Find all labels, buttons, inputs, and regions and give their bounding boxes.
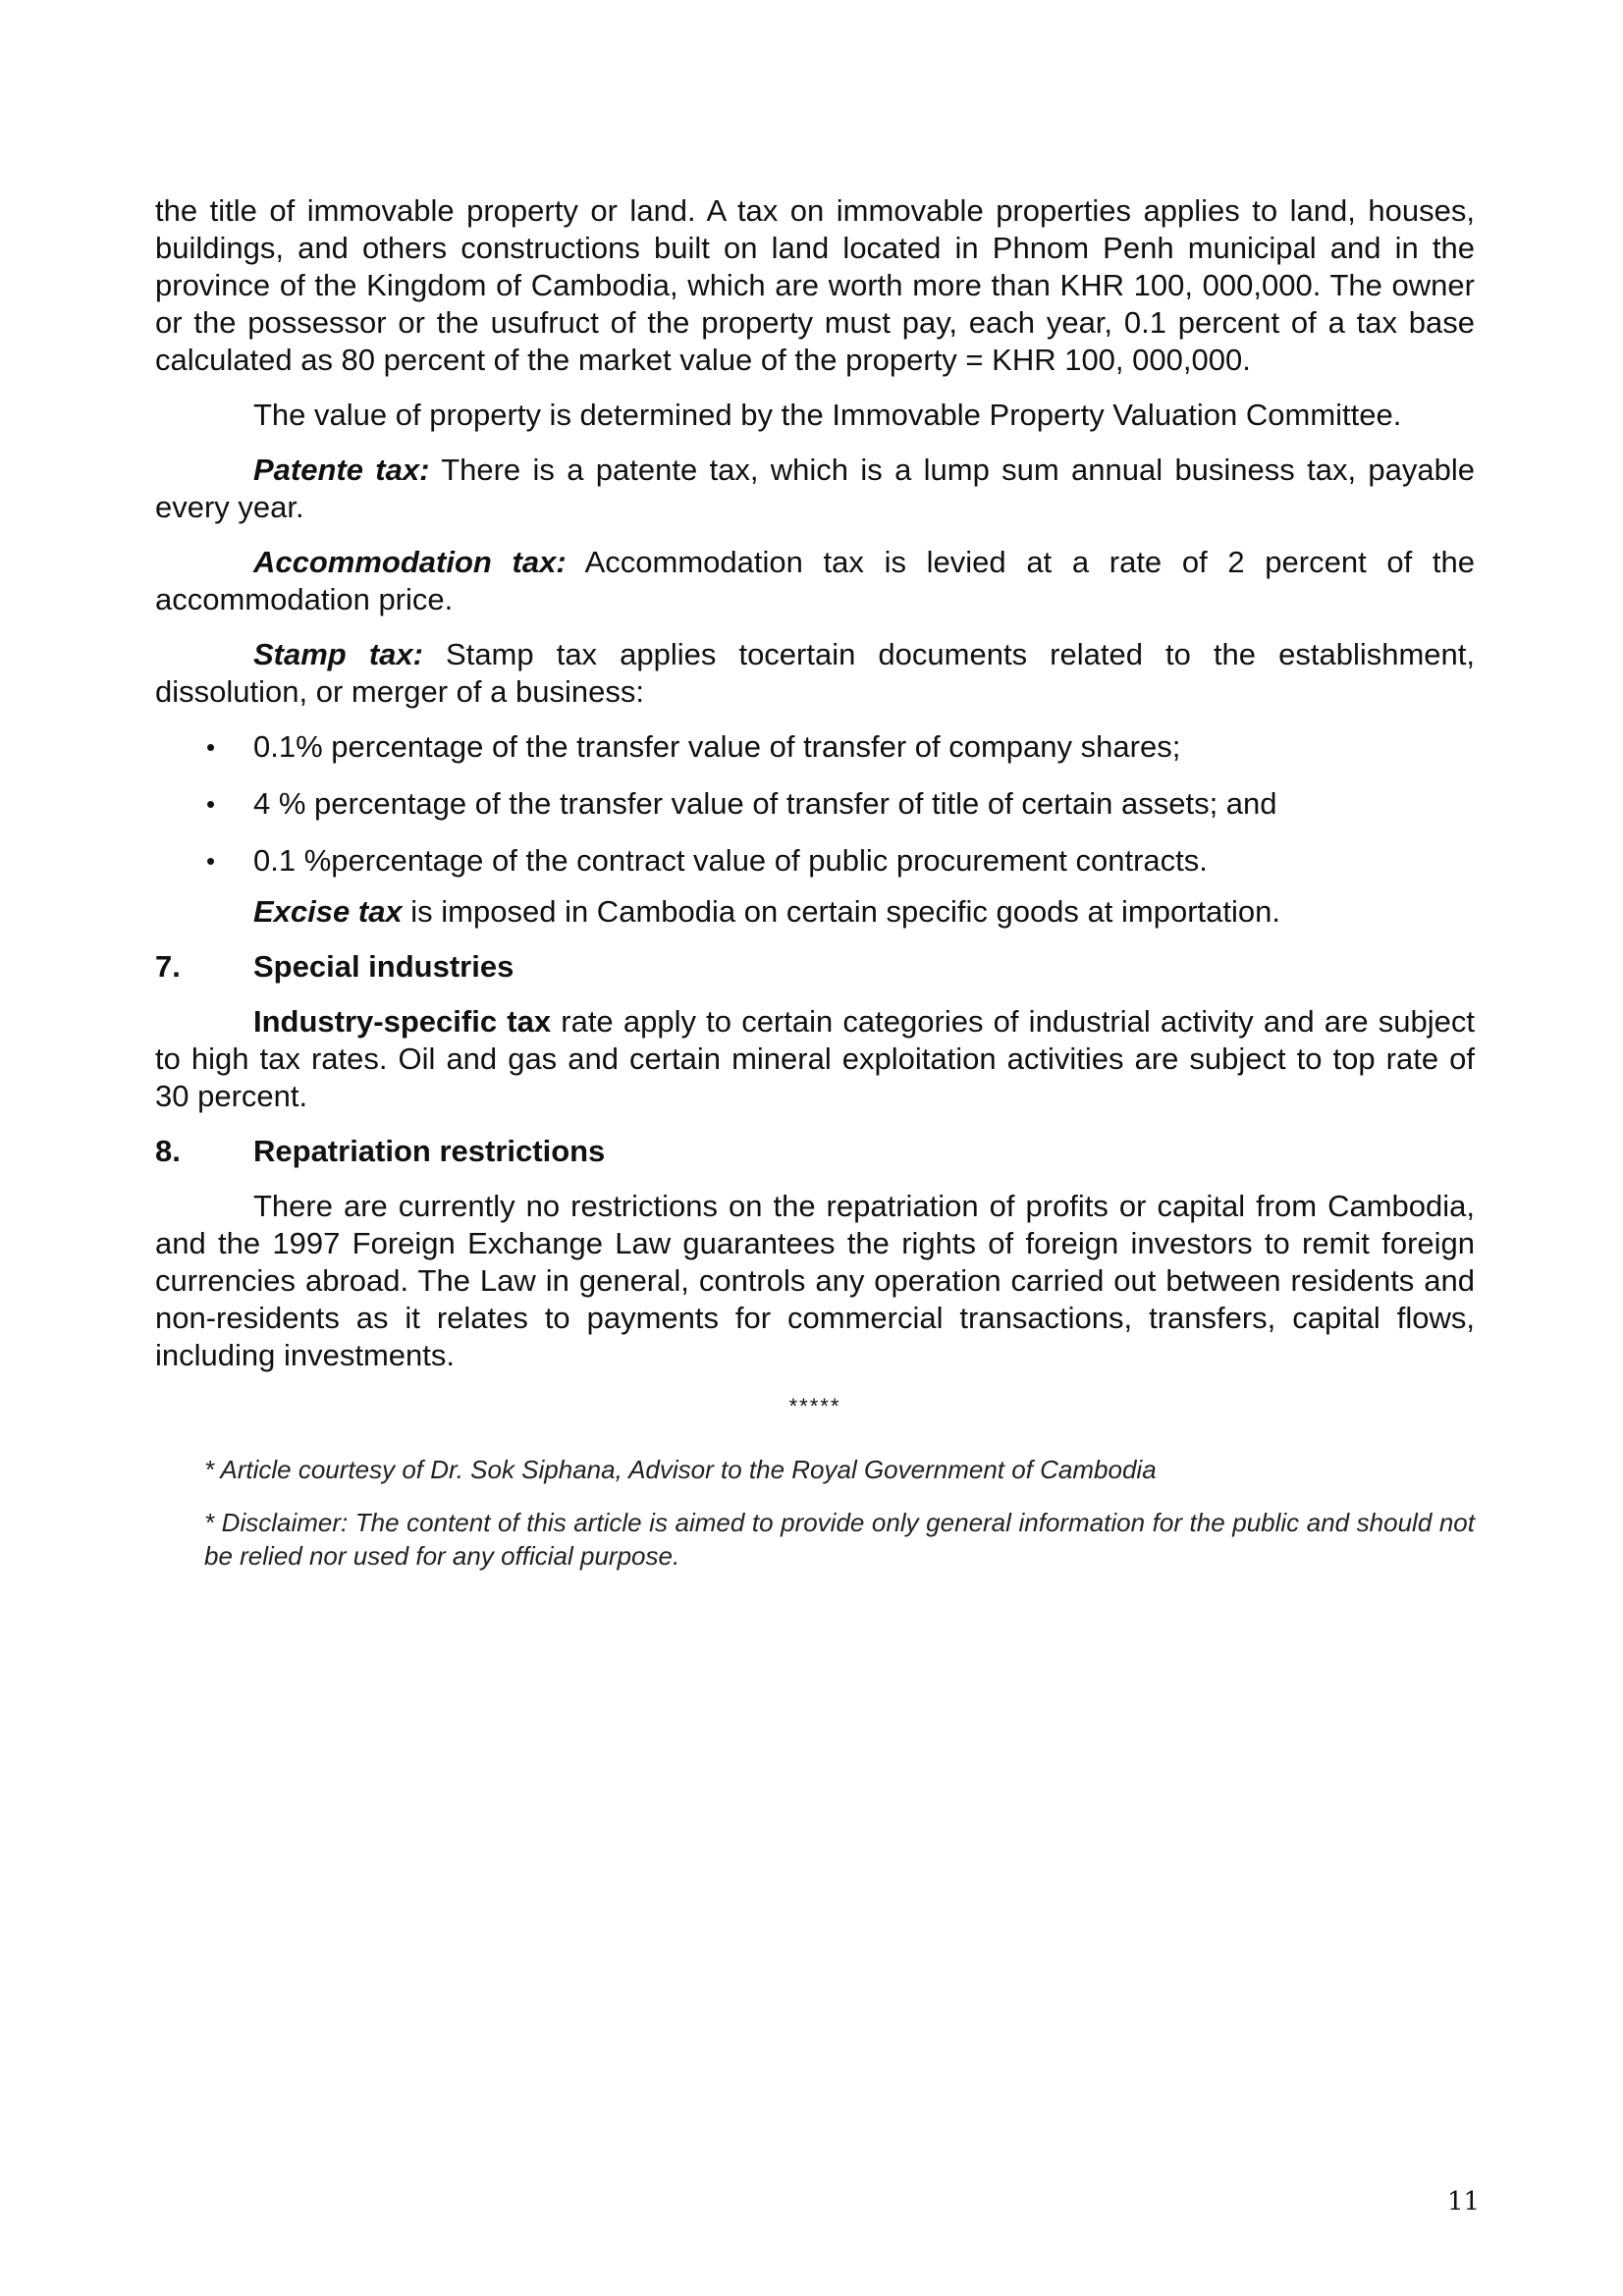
footnotes — [155, 1453, 1475, 1573]
term-stamp-tax: Stamp tax: — [253, 637, 423, 671]
note-courtesy: * Article courtesy of Dr. Sok Siphana, Advisor to the Royal Government of Cambodia — [204, 1455, 1157, 1484]
term-patente-tax: Patente tax: — [253, 453, 430, 487]
paragraph-immovable-property: the title of immovable property or land. A tax on immovable properties applies to land, houses, buildings, and others constructions built on land located in Phnom Penh municipal and in the province of the Kingdom of Cambodia, which are worth more than KHR 100, 000,000. The owner or the possessor or the usufruct of the property must pay, each year, 0.1 percent of a tax base calculated as 80 percent of the market value of the property = KHR 100, 000,000. — [155, 193, 1475, 377]
text-excise-tax: is imposed in Cambodia on certain specific goods at importation. — [402, 894, 1280, 929]
section-number: 8. — [155, 1134, 181, 1168]
paragraph-accommodation-tax — [155, 544, 1475, 618]
list-item: • 4 % percentage of the transfer value of transfer of title of certain assets; and — [206, 786, 1277, 821]
term-excise-tax: Excise tax — [253, 894, 403, 929]
list-item: • 0.1% percentage of the transfer value of transfer of company shares; — [206, 729, 1181, 764]
stamp-tax-list — [155, 728, 1475, 880]
text-industry-specific-tax: rate apply to certain categories of industrial activity and are subject to high tax rates. Oil and gas and certain mineral exploitation activities are subject to top rate of 30 percent. — [155, 1004, 1475, 1113]
bullet-icon: • — [206, 846, 216, 876]
list-item: • 0.1 %percentage of the contract value of public procurement contracts. — [206, 843, 1208, 878]
text-stamp-tax: Stamp tax applies tocertain documents related to the establishment, dissolution, or merger of a business: — [155, 637, 1475, 709]
term-industry-specific-tax: Industry-specific tax — [253, 1004, 552, 1039]
section-heading-special-industries — [155, 948, 1475, 986]
bullet-icon: • — [206, 732, 216, 762]
paragraph-valuation-committee: The value of property is determined by the Immovable Property Valuation Committee. — [253, 398, 1402, 432]
section-title: Special industries — [253, 949, 514, 984]
bullet-icon: • — [206, 789, 216, 819]
paragraph-repatriation: There are currently no restrictions on the repatriation of profits or capital from Cambodia, and the 1997 Foreign Exchange Law guarantees the rights of foreign investors to remit foreign currencies abroad. The Law in general, controls any operation carried out between residents and non-residents as it relates to payments for commercial transactions, transfers, capital flows, including investments. — [155, 1189, 1475, 1372]
page-number: 11 — [1447, 2187, 1481, 2216]
term-accommodation-tax: Accommodation tax: — [253, 545, 567, 579]
paragraph-special-industries — [155, 1003, 1475, 1115]
text-patente-tax: There is a patente tax, which is a lump sum annual business tax, payable every year. — [155, 453, 1475, 524]
section-heading-repatriation — [155, 1133, 1475, 1170]
document-body — [155, 192, 1475, 1592]
paragraph-stamp-tax — [155, 636, 1475, 711]
note-disclaimer: * Disclaimer: The content of this article is aimed to provide only general information for the public and should not be relied nor used for any official purpose. — [204, 1508, 1475, 1571]
paragraph-excise-tax — [155, 893, 1475, 931]
section-number: 7. — [155, 949, 181, 984]
separator: ***** — [788, 1394, 841, 1418]
section-title: Repatriation restrictions — [253, 1134, 606, 1168]
paragraph-patente-tax — [155, 452, 1475, 526]
text-accommodation-tax: Accommodation tax is levied at a rate of 2 percent of the accommodation price. — [155, 545, 1475, 616]
